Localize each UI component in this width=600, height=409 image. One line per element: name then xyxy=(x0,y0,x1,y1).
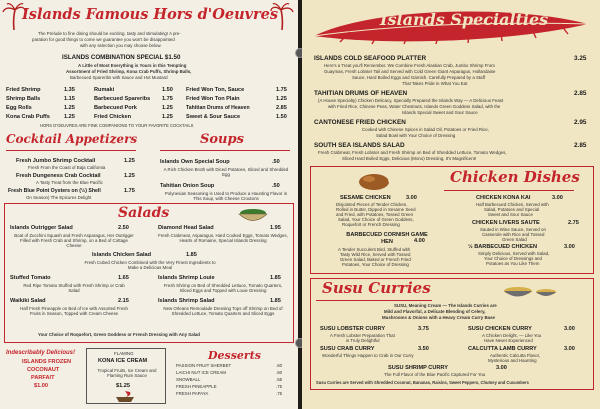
curry-desc: Mysterious and Haunting xyxy=(488,358,537,363)
specialty-desc: Salad Bowl with Your Choice of Dressing xyxy=(376,133,456,138)
chicken-price: 3.00 xyxy=(406,195,417,201)
cocktail-item: Fresh Jumbo Shrimp Cocktail xyxy=(16,158,96,164)
cocktail-price: 1.25 xyxy=(124,173,135,179)
curry-item: CALCUTTA LAMB CURRY xyxy=(468,346,537,352)
salad-item: Islands Shrimp Louie xyxy=(158,275,215,281)
hors-price: 1.75 xyxy=(276,87,287,93)
delicious-line: PARFAIT xyxy=(31,375,55,381)
salad-price: 1.85 xyxy=(270,275,281,281)
chicken-desc: Green Salad xyxy=(502,237,527,242)
chicken-heading: Chicken Dishes xyxy=(450,168,580,186)
chicken-desc: Casserole with Rice and Tossed xyxy=(482,232,545,237)
dessert-item: LAICHI NUT ICE CREAM xyxy=(176,370,226,375)
chicken-price: 4.00 xyxy=(414,238,425,244)
specialty-desc: Sauce, Hard Boiled Eggs and Garnish. Carefully Prepared by a Staff xyxy=(352,75,485,80)
chicken-desc: Disjointed Pieces of Tender Chicken, xyxy=(336,202,408,207)
specialty-desc: Fresh Crabmeat, Fresh Lobster and Fresh Shrimp on Bed of Shredded Lettuce, Tomato Wedges, xyxy=(318,150,507,155)
chicken-desc: A Tender Succulent Bird, Stuffed with xyxy=(338,247,411,252)
curry-price: 3.50 xyxy=(418,346,429,352)
delicious-heading: Indescribably Delicious! xyxy=(6,350,76,356)
hors-price: 1.25 xyxy=(64,114,75,120)
specialty-desc: Here's a Treat you'll Remember. We Combine Fresh Alaskan Crab, Jumbo Shrimp From xyxy=(324,63,495,68)
curries-underline xyxy=(316,300,432,301)
kona-name: KONA ICE CREAM xyxy=(98,358,148,364)
cocktail-heading: Cocktail Appetizers xyxy=(6,132,138,146)
specialty-desc: Islands Special Sweet and Sour Sauce xyxy=(402,110,478,115)
roast-chicken-icon xyxy=(354,169,394,191)
specialty-item: ISLANDS COLD SEAFOOD PLATTER xyxy=(314,55,427,62)
curry-desc: is Truly Delightful xyxy=(346,338,380,343)
cocktail-desc: A Tasty Treat from the Blue Pacific xyxy=(36,180,103,185)
salad-bowl-icon xyxy=(236,205,270,223)
curry-item: SUSU CHICKEN CURRY xyxy=(468,326,532,332)
curry-price: 3.00 xyxy=(564,326,575,332)
hors-price: 1.25 xyxy=(64,105,75,111)
chicken-item: CHICKEN KONA KAI xyxy=(476,195,531,201)
salad-desc: Half Fresh Pineapple on Bed of Ice with Assorted Fresh Fruits in Season, Topped with Cream Cheese xyxy=(20,306,128,316)
dessert-price: .60 xyxy=(276,370,283,375)
specialty-price: 2.85 xyxy=(574,90,587,97)
delicious-line: $1.00 xyxy=(34,383,48,389)
dessert-price: .60 xyxy=(276,363,283,368)
cocktail-price: 1.75 xyxy=(124,188,135,194)
specialty-desc: Guaymas, Fresh Lobster Tail and Served with Cold Green Giant Asparagus, Hollandaise xyxy=(324,69,496,74)
salad-item: Stuffed Tomato xyxy=(10,275,51,281)
specialty-item: TAHITIAN DRUMS OF HEAVEN xyxy=(314,90,408,97)
chicken-desc: Potatoes as You Like Them xyxy=(486,261,540,266)
cocktail-price: 1.25 xyxy=(124,158,135,164)
specialty-price: 3.25 xyxy=(574,55,587,62)
curries-intro: Mushrooms & Onions with a Heavy Cream Curry Base xyxy=(382,315,495,320)
salad-desc: Fresh Shrimp on Bed of Shredded Lettuce, Tomato Quarters, Sliced Eggs and Topped with Louie Dressing xyxy=(163,283,283,293)
kona-label: FLAMING xyxy=(114,351,134,356)
dessert-price: .75 xyxy=(276,391,283,396)
soup-item: Islands Own Special Soup xyxy=(160,159,230,165)
dessert-item: PASSION FRUIT SHERBET xyxy=(176,363,232,368)
hors-price: 2.85 xyxy=(276,105,287,111)
salad-item: Diamond Head Salad xyxy=(158,225,214,231)
dessert-item: FRESH PAPAYA xyxy=(176,391,209,396)
soup-desc: Polynesian Seasoning is Used to Produce a Haunting Flavor in This Soup, with Cheese Croutons xyxy=(164,191,288,201)
hors-price: 1.15 xyxy=(64,96,75,102)
salads-box xyxy=(4,203,294,343)
hors-item: Fried Shrimp xyxy=(6,87,41,93)
hors-item: Fried Won Ton Plain xyxy=(186,96,240,102)
curry-desc: A Chicken Delight, — Like You xyxy=(482,333,542,338)
cocktail-desc: On Season) The Epicures Delight xyxy=(26,195,92,200)
hors-item: Rumaki xyxy=(94,87,115,93)
chicken-desc: Sweet and Sour Sauce xyxy=(488,212,533,217)
soup-item: Tahitian Onion Soup xyxy=(160,183,215,189)
curry-price: 3.00 xyxy=(564,346,575,352)
hors-price: 1.50 xyxy=(162,87,173,93)
chicken-item: ½ BARBECUED CHICKEN xyxy=(468,244,537,250)
intro-line: The Prelude to fine dining should be exciting, tasty and stimulating! A pre- xyxy=(38,31,181,36)
left-menu-page xyxy=(0,0,298,409)
salad-price: 1.95 xyxy=(270,225,281,231)
salad-desc: New Orleans Remoulade Dressing Tops off Shrimp on Bed of Shredded Lettuce, Tomato Quarters and Sliced Eggs xyxy=(163,306,283,316)
curry-desc: The Full Flavor of the Blue Pacific Captured For You xyxy=(384,372,486,377)
curries-intro: Mild and Flavorful, a Delicate Blending of Celery, xyxy=(384,309,486,314)
salad-desc: Boat of Zucchini Squash and Fresh Asparagus, Her Outrigger Filled with Fresh Crab and Shrimp, on a Bed of Cottage Cheese xyxy=(14,233,134,248)
cocktail-underline xyxy=(6,150,136,151)
kona-price: $1.25 xyxy=(116,383,130,389)
cocktail-desc: Fresh From the Coast of Baja California xyxy=(28,165,106,170)
curries-heading: Susu Curries xyxy=(322,279,431,297)
cocktail-item: Fresh Dungeness Crab Cocktail xyxy=(16,173,101,179)
specialty-item: SOUTH SEA ISLANDS SALAD xyxy=(314,142,405,149)
curry-item: SUSU SHRIMP CURRY xyxy=(388,365,448,371)
hors-item: Egg Rolls xyxy=(6,105,32,111)
dessert-price: .55 xyxy=(276,377,283,382)
salad-item: Waikiki Salad xyxy=(10,298,46,304)
desserts-heading: Desserts xyxy=(208,349,261,362)
curry-item: SUSU LOBSTER CURRY xyxy=(320,326,386,332)
specialty-desc: with Fried Rice, Chinese Peas, Water Chestnuts, Islands Green Goddess Salad, with the xyxy=(328,104,501,109)
cocktail-item: Fresh Blue Point Oysters on (½) Shell xyxy=(8,188,101,194)
salad-price: 1.85 xyxy=(270,298,281,304)
specialty-desc: That Takes Pride in What You Eat xyxy=(402,81,468,86)
chicken-item: CHICKEN LIVERS SAUTE xyxy=(472,220,540,226)
soup-desc: A Rich Chicken Broth with Diced Potatoes, Sliced and Shredded Egg xyxy=(163,167,289,177)
salad-price: 2.50 xyxy=(118,225,129,231)
salads-note: Your Choice of Roquefort, Green Goddess or French Dressing with Any Salad xyxy=(38,332,200,337)
curries-intro: SUSU, Meaning Cream — The Islands Curries are xyxy=(394,303,497,308)
chicken-item: BARBECUED CORNISH GAME HEN xyxy=(346,232,428,245)
chicken-item: SESAME CHICKEN xyxy=(340,195,391,201)
chicken-desc: Salad, Your Choice of Green Goddess, xyxy=(338,217,414,222)
soup-price: .50 xyxy=(272,183,280,189)
salad-desc: Fresh Crabmeat, Asparagus, Hard Cooked Eggs, Tomato Wedges, Hearts of Romaine, Special Islands Dressing xyxy=(158,233,288,243)
chicken-desc: Salad, Potatoes and Special xyxy=(484,207,540,212)
salad-price: 1.65 xyxy=(118,275,129,281)
hors-item: Fried Won Ton, Sauce xyxy=(186,87,245,93)
chicken-desc: Rolled in Butter, Dipped in Sesame Seed xyxy=(336,207,416,212)
salad-item: Islands Outrigger Salad xyxy=(10,225,73,231)
specialty-item: CANTONESE FRIED CHICKEN xyxy=(314,119,406,126)
hors-price: 1.35 xyxy=(64,87,75,93)
page-title: Islands Specialties xyxy=(380,10,549,29)
salad-item: Islands Chicken Salad xyxy=(92,252,152,258)
curries-note: Susu Curries are Served with Shredded Coconut, Bananas, Raisins, Sweet Peppers, Chutney and Cucumbers xyxy=(316,380,529,385)
salad-item: Islands Shrimp Salad xyxy=(158,298,215,304)
curry-price: 3.75 xyxy=(418,326,429,332)
curry-desc: Authentic Calcutta Flavor, xyxy=(490,353,541,358)
soups-underline xyxy=(160,150,290,151)
chicken-price: 3.00 xyxy=(564,244,575,250)
chicken-desc: Roquefort or French Dressing xyxy=(342,222,400,227)
delicious-line: ISLANDS FROZEN xyxy=(22,359,72,365)
salad-desc: Red Ripe Tomato Stuffed with Fresh Shrimp or Crab Salad xyxy=(23,283,125,293)
specialty-price: 2.95 xyxy=(574,119,587,126)
salad-desc: Fresh Cubed Chicken Combined with the Very Finest Ingredients to Make a Delicious Meal xyxy=(84,260,216,270)
hors-price: 1.25 xyxy=(276,96,287,102)
chicken-desc: Half Barbecued Chicken, Served with xyxy=(476,202,549,207)
hors-item: Barbecued Spareribs xyxy=(94,96,151,102)
chicken-price: 3.00 xyxy=(552,195,563,201)
hors-item: Barbecued Pork xyxy=(94,105,137,111)
right-menu-page xyxy=(302,0,600,409)
curry-desc: Wonderful Things Happen to Crab in Our Curry xyxy=(322,353,414,358)
curry-desc: Have Never Experienced xyxy=(484,338,533,343)
chicken-desc: Tasty Wild Rice, Served with Tossed xyxy=(340,252,411,257)
curry-price: 3.00 xyxy=(496,365,507,371)
specialty-desc: (A House Specialty) Chicken Delicacy, Specially Prepared the Islands Way — A Delicious Feast xyxy=(318,98,504,103)
curry-item: SUSU CRAB CURRY xyxy=(320,346,375,352)
dessert-item: FRESH PINEAPPLE xyxy=(176,384,217,389)
hors-item: Sweet & Sour Sauce xyxy=(186,114,241,120)
hors-price: 1.75 xyxy=(162,96,173,102)
intro-line: with any selection you may choose below. xyxy=(80,43,162,48)
curry-bowl-icon xyxy=(498,282,562,300)
soups-heading: Soups xyxy=(200,132,244,147)
chicken-underline xyxy=(444,190,574,191)
delicious-line: COCONAUT xyxy=(27,367,60,373)
specialty-desc: Sliced Hard Boiled Eggs, Delicious (Mono) Dressing, It's Magnificent! xyxy=(342,156,477,161)
flaming-dessert-icon xyxy=(113,391,137,403)
salad-price: 1.85 xyxy=(186,252,197,258)
combo-desc: Barbecued Spareribs with Sauce and Hot Mustard xyxy=(70,75,168,80)
hors-item: Kona Crab Puffs xyxy=(6,114,50,120)
curry-desc: A Fresh Lobster Preparation That xyxy=(330,333,395,338)
dessert-price: .75 xyxy=(276,384,283,389)
hors-item: Fried Chicken xyxy=(94,114,131,120)
hors-price: 1.25 xyxy=(162,114,173,120)
dessert-item: SNOWBALL xyxy=(176,377,201,382)
combo-desc: A Little of Most Everything is Yours in this Tempting xyxy=(78,63,187,68)
chicken-desc: Potatoes, Your Choice of Dressing xyxy=(342,262,409,267)
combo-title: ISLANDS COMBINATION SPECIAL $1.50 xyxy=(62,54,181,61)
hors-item: Shrimp Balls xyxy=(6,96,41,102)
chicken-desc: and Fried, with Potatoes, Tossed Green xyxy=(336,212,414,217)
salad-price: 2.15 xyxy=(118,298,129,304)
kona-desc: Tropical Fruits, Ice Cream and Flaming Rum Sauce xyxy=(97,368,157,378)
intro-line: paration for good things to come we guarantee you won't be disappointed xyxy=(32,37,175,42)
page-title: Islands Famous Hors d'Oeuvres xyxy=(22,6,279,23)
chicken-price: 2.75 xyxy=(568,220,579,226)
hors-price: 1.50 xyxy=(276,114,287,120)
combo-desc: Assortment of Fried Shrimp, Kona Crab Puffs, Shrimp Balls, xyxy=(66,69,192,74)
salads-heading: Salads xyxy=(118,205,170,221)
specialty-desc: Cooked with Chinese Spices in Salad Oil, Potatoes or Fried Rice, xyxy=(362,127,489,132)
chicken-desc: Sauted in Wine Sauce, Served on xyxy=(480,227,546,232)
hors-note: HORS D'OEUVRES ARE FINE COMPANIONS TO YOUR FAVORITE COCKTAILS xyxy=(40,123,194,128)
hors-price: 1.25 xyxy=(162,105,173,111)
specialty-price: 2.85 xyxy=(574,142,587,149)
hors-item: Tahitian Drums of Heaven xyxy=(186,105,250,111)
chicken-desc: Your Choice of Dressings and xyxy=(484,256,542,261)
chicken-desc: Simply Delicious, Served with Salad, xyxy=(478,251,550,256)
chicken-desc: Green Salad, Baked or French Fried xyxy=(340,257,411,262)
soup-price: .50 xyxy=(272,159,280,165)
